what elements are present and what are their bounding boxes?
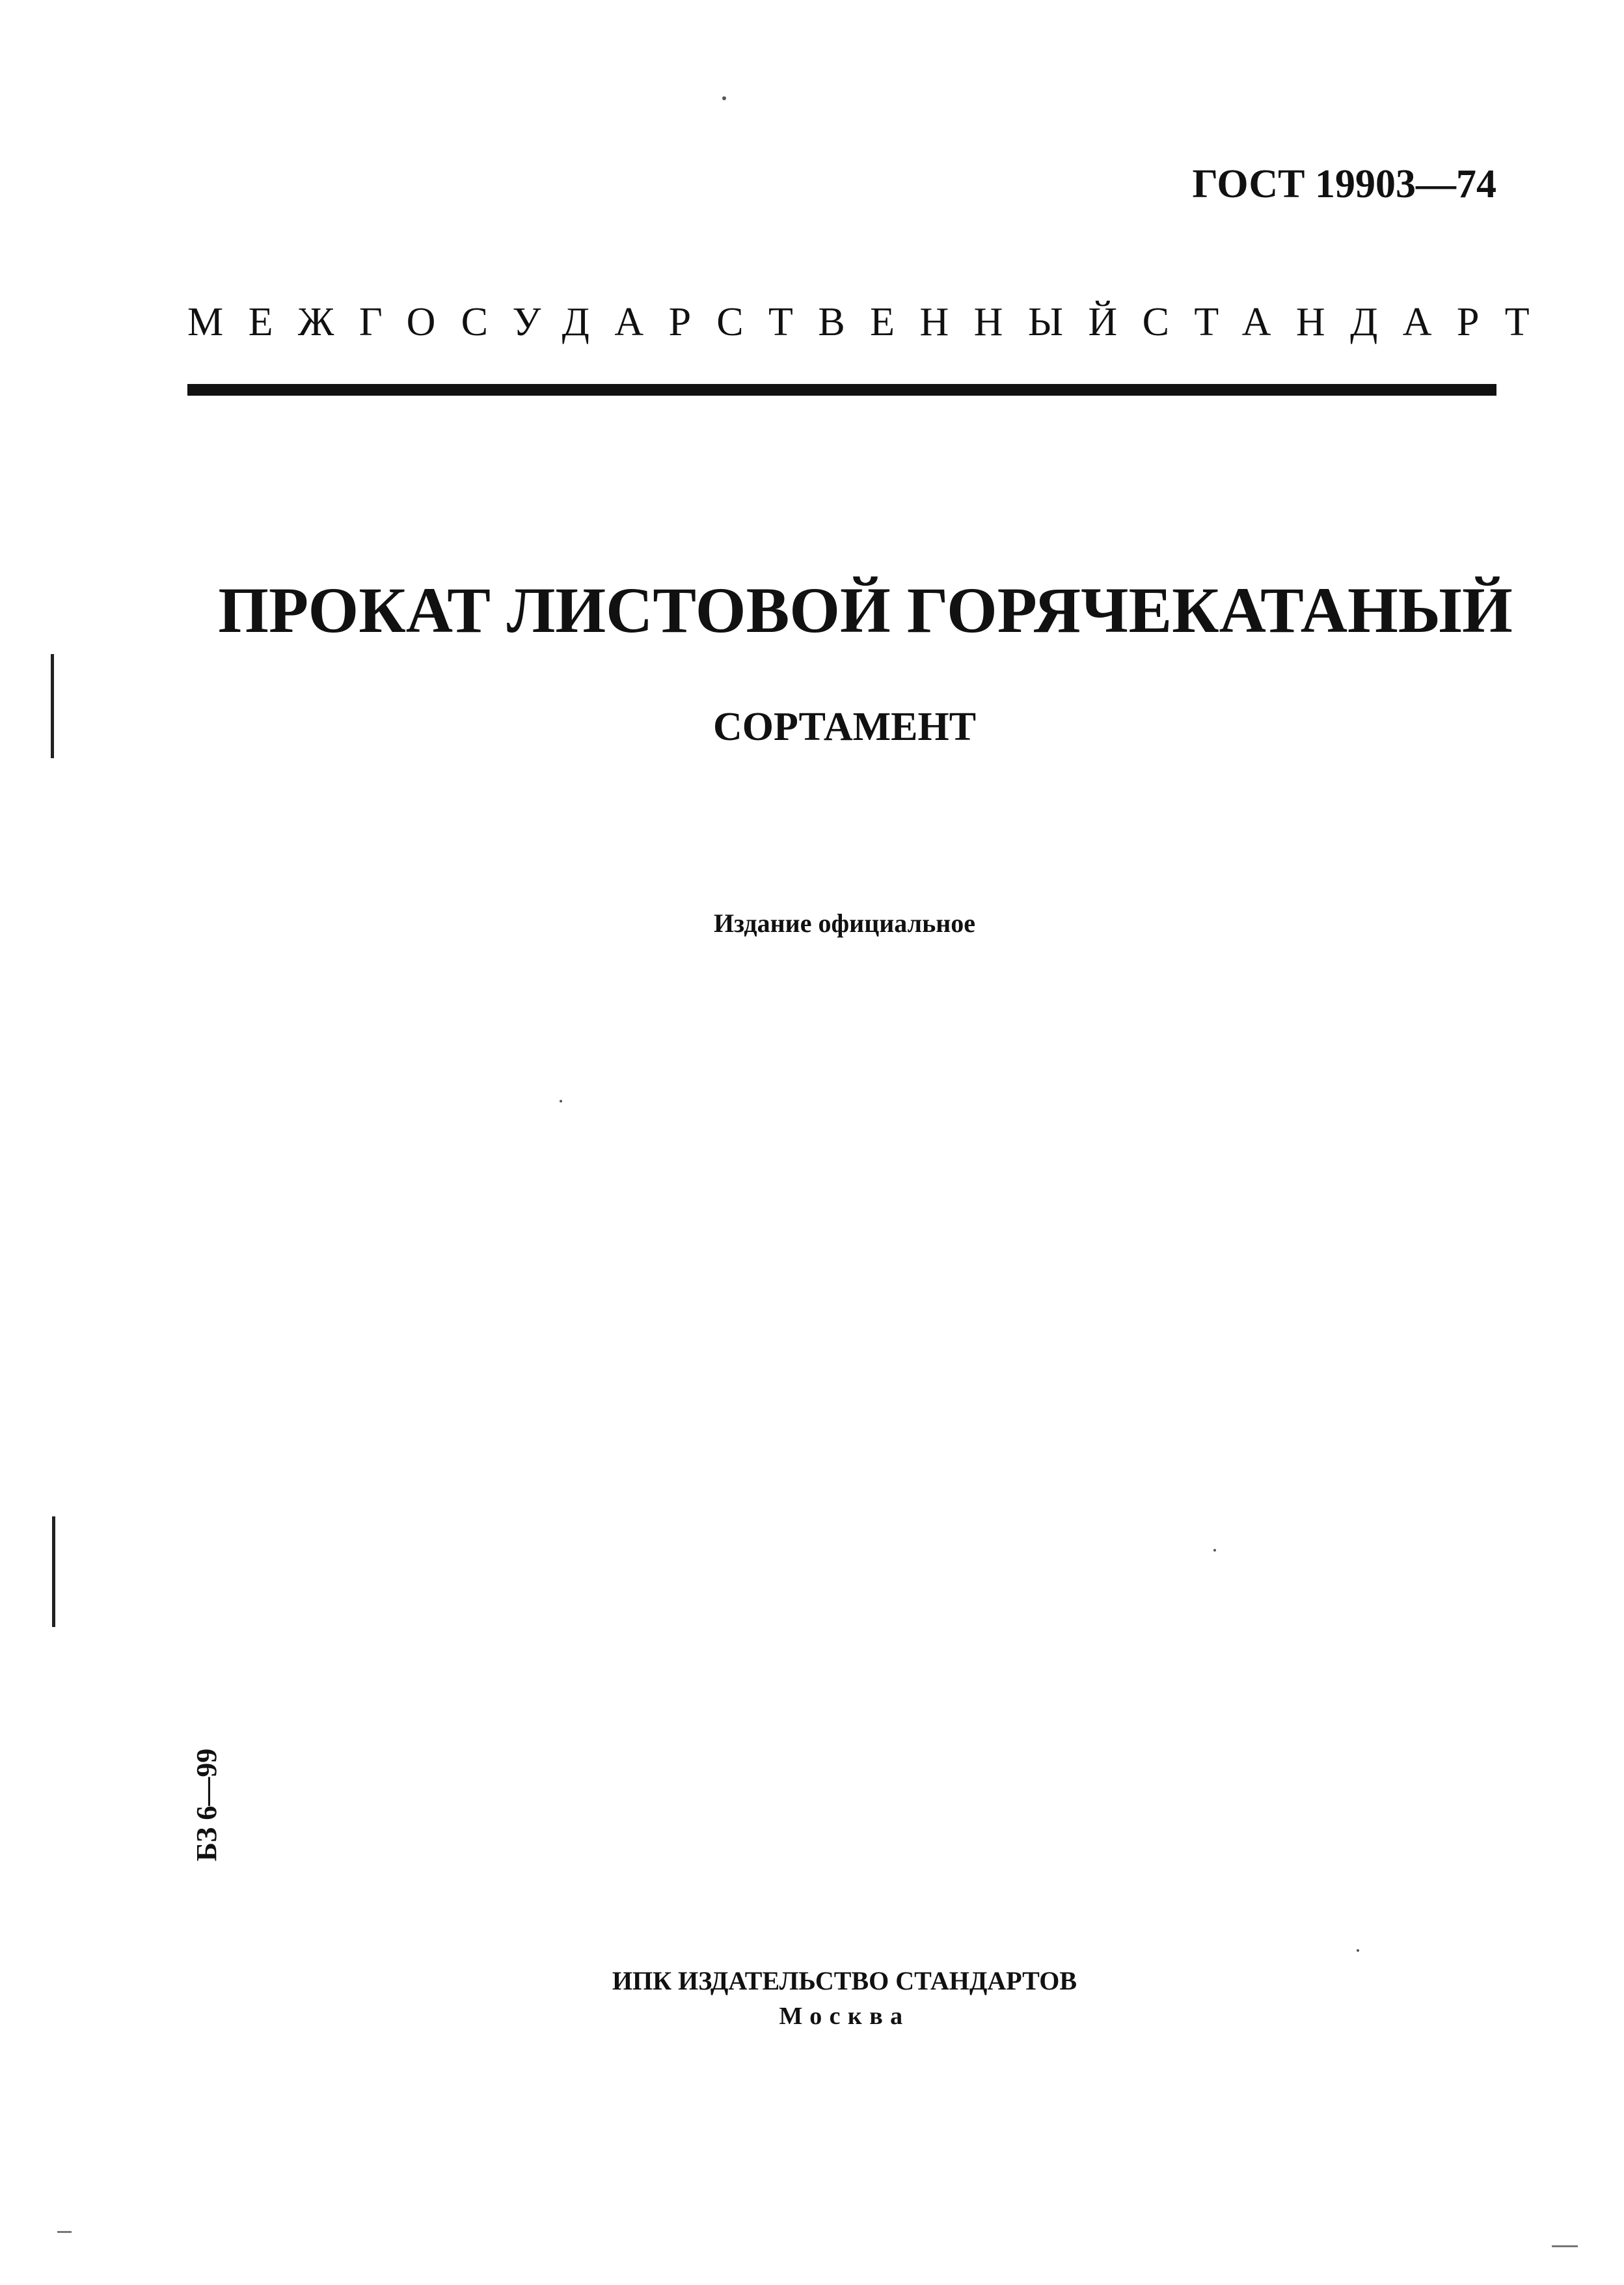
scan-dot bbox=[560, 1100, 562, 1102]
standard-type-word-2: СТАНДАРТ bbox=[1142, 300, 1555, 344]
header-rule bbox=[187, 384, 1496, 396]
side-code: БЗ 6—99 bbox=[191, 1748, 223, 1861]
document-number: ГОСТ 19903—74 bbox=[1192, 162, 1496, 206]
edition-note: Издание официальное bbox=[713, 909, 976, 938]
scan-mark-corner bbox=[1552, 2245, 1578, 2247]
scan-mark-bottom bbox=[52, 1516, 55, 1627]
scan-mark-corner bbox=[57, 2231, 72, 2233]
scan-mark-top bbox=[51, 654, 54, 758]
publisher-city: Москва bbox=[779, 2003, 910, 2030]
scan-dot bbox=[722, 96, 726, 100]
scan-dot bbox=[1357, 1949, 1359, 1952]
document-subtitle: СОРТАМЕНТ bbox=[712, 705, 977, 749]
publisher-name: ИПК ИЗДАТЕЛЬСТВО СТАНДАРТОВ bbox=[612, 1966, 1077, 1995]
scan-dot bbox=[1213, 1549, 1216, 1552]
document-title: ПРОКАТ ЛИСТОВОЙ ГОРЯЧЕКАТАНЫЙ bbox=[218, 574, 1513, 646]
standard-type-word-1: МЕЖГОСУДАРСТВЕННЫЙ bbox=[187, 300, 1143, 344]
standard-type-heading bbox=[187, 299, 1555, 346]
